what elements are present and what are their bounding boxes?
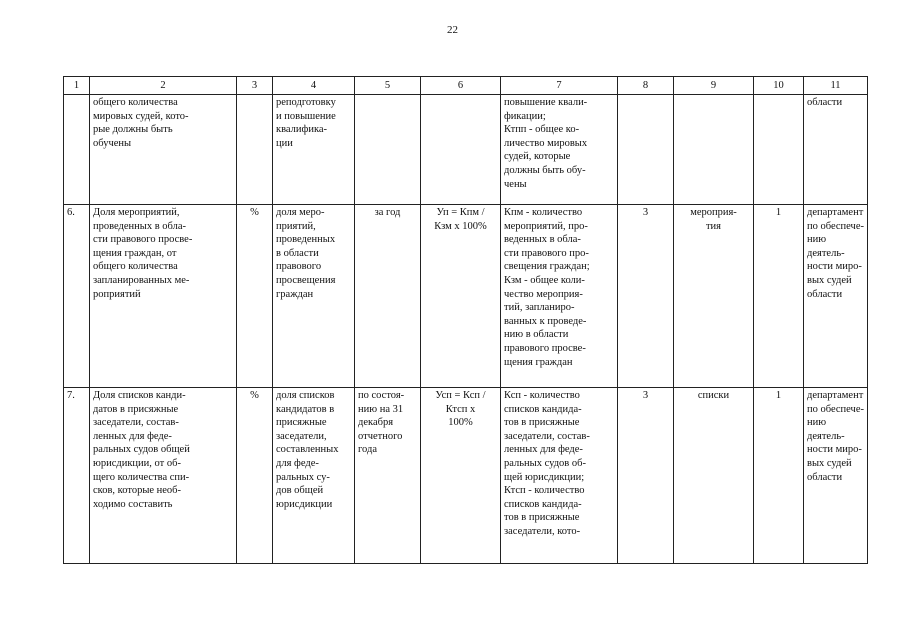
responsible-cell: области <box>804 95 868 205</box>
column-8-cell: 3 <box>618 205 674 388</box>
formula-cell: Уп = Кпм / Кзм х 100% <box>421 205 501 388</box>
column-9-cell: списки <box>674 388 754 564</box>
description-cell: повышение квали- фикации; Ктпп - общее ко- личество мировых судей, которые должны быть обу- чены <box>501 95 618 205</box>
formula-cell <box>421 95 501 205</box>
column-number-header: 9 <box>674 77 754 95</box>
unit-cell: % <box>237 205 273 388</box>
column-number-header: 4 <box>273 77 355 95</box>
row-number-cell: 7. <box>64 388 90 564</box>
indicator-name-cell: общего количества мировых судей, кото- рые должны быть обучены <box>90 95 237 205</box>
column-9-cell: мероприя- тия <box>674 205 754 388</box>
table-row <box>64 95 868 205</box>
description-cell: Ксп - количество списков кандида- тов в присяжные заседатели, состав- ленных для феде- ральных судов об- щей юрисдикции; Ктсп - количество списков кандида- тов в присяжные заседатели, кото- <box>501 388 618 564</box>
column-9-cell <box>674 95 754 205</box>
column-number-header: 11 <box>804 77 868 95</box>
column-number-header: 6 <box>421 77 501 95</box>
column-10-cell: 1 <box>754 388 804 564</box>
responsible-cell: департамент по обеспече- нию деятель- ности миро- вых судей области <box>804 205 868 388</box>
column-number-row <box>64 77 868 95</box>
column-number-header: 3 <box>237 77 273 95</box>
column-number-header: 2 <box>90 77 237 95</box>
indicator-name-cell: Доля мероприятий, проведенных в обла- сти правового просве- щения граждан, от общего количества запланированных ме- роприятий <box>90 205 237 388</box>
description-cell: Кпм - количество мероприятий, про- веденных в обла- сти правового про- свещения граждан; Кзм - общее коли- чество мероприя- тий, запланиро- ванных к проведе- нию в области правового просве- щения граждан <box>501 205 618 388</box>
table-row <box>64 205 868 388</box>
formula-cell: Усп = Ксп / Ктсп х 100% <box>421 388 501 564</box>
row-number-cell: 6. <box>64 205 90 388</box>
column-8-cell <box>618 95 674 205</box>
period-cell <box>355 95 421 205</box>
row-number-cell <box>64 95 90 205</box>
indicators-table <box>63 76 868 564</box>
period-cell: за год <box>355 205 421 388</box>
column-10-cell: 1 <box>754 205 804 388</box>
definition-cell: доля меро- приятий, проведенных в области правового просвещения граждан <box>273 205 355 388</box>
table-row <box>64 388 868 564</box>
page-number: 22 <box>447 24 458 36</box>
definition-cell: реподготовку и повышение квалифика- ции <box>273 95 355 205</box>
responsible-cell: департамент по обеспече- нию деятель- ности миро- вых судей области <box>804 388 868 564</box>
unit-cell: % <box>237 388 273 564</box>
column-number-header: 7 <box>501 77 618 95</box>
column-number-header: 1 <box>64 77 90 95</box>
definition-cell: доля списков кандидатов в присяжные заседатели, составленных для феде- ральных су- дов общей юрисдикции <box>273 388 355 564</box>
column-8-cell: 3 <box>618 388 674 564</box>
indicator-name-cell: Доля списков канди- датов в присяжные заседатели, состав- ленных для феде- ральных судов общей юрисдикции, от об- щего количества спи- сков, которые необ- ходимо составить <box>90 388 237 564</box>
column-number-header: 10 <box>754 77 804 95</box>
period-cell: по состоя- нию на 31 декабря отчетного года <box>355 388 421 564</box>
column-10-cell <box>754 95 804 205</box>
column-number-header: 5 <box>355 77 421 95</box>
unit-cell <box>237 95 273 205</box>
column-number-header: 8 <box>618 77 674 95</box>
